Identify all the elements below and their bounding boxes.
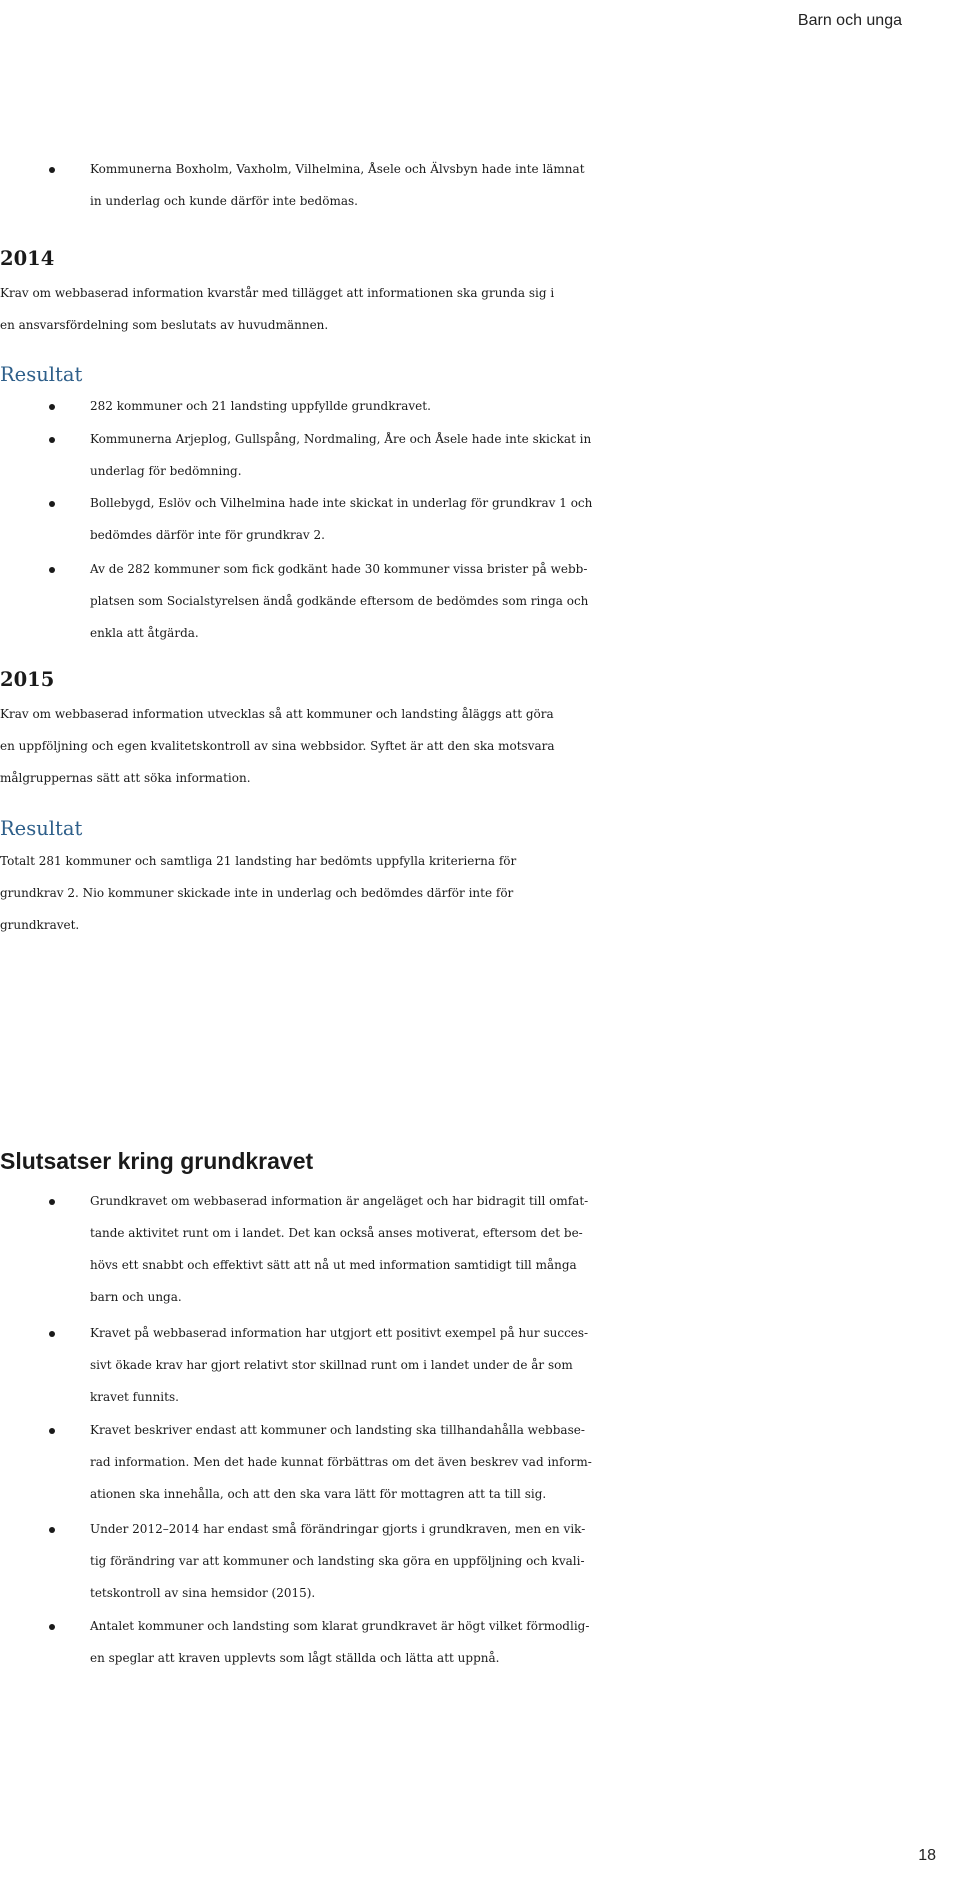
resultat-text-2015: Totalt 281 kommuner och samtliga 21 landsting har bedömts uppfylla kriterierna för grundkrav 2. Nio kommuner skickade inte in underlag och bedömdes därför inte för grundkravet. — [0, 854, 517, 932]
list-item: Kommunerna Arjeplog, Gullspång, Nordmaling, Åre och Åsele hade inte skickat in underlag för bedömning. — [0, 423, 960, 487]
list-item: 282 kommuner och 21 landsting uppfyllde grundkravet. — [0, 390, 960, 422]
list-item: Kravet beskriver endast att kommuner och landsting ska tillhandahålla webbase- rad information. Men det hade kunnat förbättras om det även beskrev vad inform- ationen ska innehålla, och att den ska vara lätt för mottagren att ta till sig. — [0, 1414, 960, 1510]
running-header: Barn och unga — [797, 12, 902, 29]
list-item: Kravet på webbaserad information har utgjort ett positivt exempel på hur succes- sivt ökade krav har gjort relativt stor skillnad runt om i landet under de år som kravet funnits. — [0, 1317, 960, 1413]
list-item: Grundkravet om webbaserad information är angeläget och har bidragit till omfat- tande aktivitet runt om i landet. Det kan också anses motiverat, eftersom det be- hövs ett snabbt och effektivt sätt att nå ut med information samtidigt till många barn och unga. — [0, 1185, 960, 1313]
bullet-icon — [49, 1199, 55, 1205]
bullet-icon — [49, 501, 55, 507]
year-heading-2015: 2015 — [0, 668, 55, 691]
section-heading: Slutsatser kring grundkravet — [0, 1148, 314, 1174]
bullet-icon — [49, 1624, 55, 1630]
resultat-label-2014: Resultat — [0, 363, 83, 386]
resultat-label-2015: Resultat — [0, 817, 83, 840]
bullet-icon — [49, 1428, 55, 1434]
intro-2014: Krav om webbaserad information kvarstår med tillägget att informationen ska grunda sig i en ansvarsfördelning som beslutats av huvudmännen. — [0, 286, 555, 332]
bullet-icon — [49, 167, 55, 173]
page-number: 18 — [918, 1847, 936, 1864]
list-item: Bollebygd, Eslöv och Vilhelmina hade inte skickat in underlag för grundkrav 1 och bedömdes därför inte för grundkrav 2. — [0, 487, 960, 551]
bullet-icon — [49, 437, 55, 443]
list-item: Under 2012–2014 har endast små förändringar gjorts i grundkraven, men en vik- tig förändring var att kommuner och landsting ska göra en uppföljning och kvali- tetskontroll av sina hemsidor (2015). — [0, 1513, 960, 1609]
intro-2015: Krav om webbaserad information utvecklas så att kommuner och landsting åläggs att göra en uppföljning och egen kvalitetskontroll av sina webbsidor. Syftet är att den ska motsvara målgruppernas sätt att söka information. — [0, 707, 555, 785]
bullet-icon — [49, 1331, 55, 1337]
bullet-icon — [49, 567, 55, 573]
list-item: Av de 282 kommuner som fick godkänt hade 30 kommuner vissa brister på webb- platsen som Socialstyrelsen ändå godkände eftersom de bedömdes som ringa och enkla att åtgärda. — [0, 553, 960, 649]
list-item: Antalet kommuner och landsting som klarat grundkravet är högt vilket förmodlig- en speglar att kraven upplevts som lågt ställda och lätta att uppnå. — [0, 1610, 960, 1674]
list-item: Kommunerna Boxholm, Vaxholm, Vilhelmina, Åsele och Älvsbyn hade inte lämnat in underlag och kunde därför inte bedömas. — [0, 153, 960, 217]
bullet-icon — [49, 1527, 55, 1533]
bullet-icon — [49, 404, 55, 410]
